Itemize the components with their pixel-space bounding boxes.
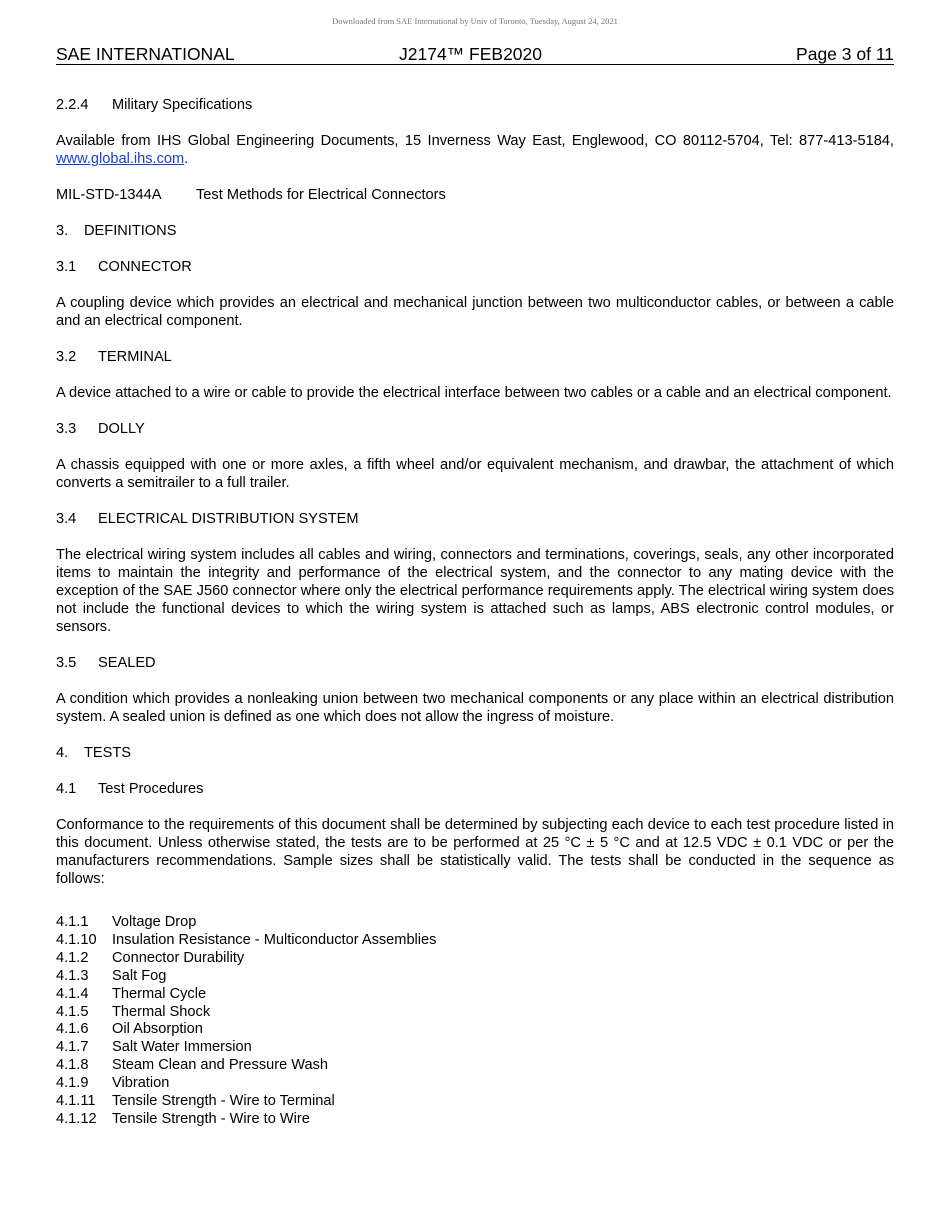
section-3-3-body: A chassis equipped with one or more axles, a fifth wheel and/or equivalent mechanism, and drawbar, the attachment of which converts a semitrailer to a full trailer. [56,457,894,491]
section-number: 2.2.4 [56,97,89,113]
section-title: Military Specifications [112,97,253,113]
test-title: Oil Absorption [112,1021,203,1038]
section-title: TESTS [84,745,132,761]
list-item [56,1057,894,1075]
section-title: DEFINITIONS [84,223,177,239]
list-item [56,932,894,950]
test-number: 4.1.4 [56,985,89,1002]
reference-code: MIL-STD-1344A [56,187,162,203]
reference-title: Test Methods for Electrical Connectors [196,187,446,203]
test-number: 4.1.6 [56,1021,89,1038]
section-title: TERMINAL [98,349,172,365]
test-title: Salt Water Immersion [112,1039,252,1056]
section-2-2-4-heading [56,96,894,114]
section-title: DOLLY [98,421,145,437]
ihs-website-link[interactable]: www.global.ihs.com [56,151,185,167]
test-title: Connector Durability [112,949,245,966]
page-body [56,96,894,1129]
section-4-heading [56,744,894,762]
test-number: 4.1.11 [56,1093,96,1110]
section-3-2-body: A device attached to a wire or cable to provide the electrical interface between two cables or a cable and an electrical component. [56,385,892,401]
section-title: ELECTRICAL DISTRIBUTION SYSTEM [98,511,359,527]
header-doc-id: J2174™ FEB2020 [399,44,543,64]
list-item [56,1021,894,1039]
test-title: Thermal Shock [112,1003,211,1020]
section-number: 4. [56,745,69,761]
list-item [56,986,894,1004]
test-title: Steam Clean and Pressure Wash [112,1057,329,1074]
section-number: 3.3 [56,421,77,437]
section-number: 4.1 [56,781,77,797]
list-item [56,1039,894,1057]
section-3-1-body: A coupling device which provides an electrical and mechanical junction between two multiconductor cables, or between a cable and an electrical component. [56,295,894,329]
test-number: 4.1.2 [56,949,89,966]
section-3-4-heading [56,510,894,528]
section-number: 3.1 [56,259,77,275]
section-3-5-heading [56,654,894,672]
test-number: 4.1.3 [56,967,89,984]
list-item [56,1093,894,1111]
section-3-3-heading [56,420,894,438]
test-title: Vibration [112,1075,170,1092]
section-3-2-heading [56,348,894,366]
section-number: 3. [56,223,69,239]
list-item [56,1004,894,1022]
section-3-1-heading [56,258,894,276]
section-4-1-body: Conformance to the requirements of this document shall be determined by subjecting each device to each test procedure listed in this document. Unless otherwise stated, the tests are to be performed at 25 °C ± 5 °C and at 12.5 VDC ± 0.1 VDC or per the manufacturers recommendations. Sample sizes shall be statistically valid. The tests shall be conducted in the sequence as follows: [56,817,894,887]
test-title: Tensile Strength - Wire to Wire [112,1110,310,1127]
section-number: 3.2 [56,349,77,365]
test-title: Insulation Resistance - Multiconductor Assemblies [112,931,437,948]
section-4-1-heading [56,780,894,798]
header-page-number: Page 3 of 11 [796,44,894,64]
test-title: Tensile Strength - Wire to Terminal [112,1093,335,1110]
mil-std-reference [56,186,894,204]
section-title: SEALED [98,655,156,671]
list-item [56,1111,894,1129]
list-item [56,1075,894,1093]
download-watermark: Downloaded from SAE International by Univ of Toronto, Tuesday, August 24, 2021 [332,16,618,26]
test-title: Voltage Drop [112,914,197,930]
test-number: 4.1.10 [56,931,97,948]
list-item [56,950,894,968]
test-title: Thermal Cycle [112,985,207,1002]
list-item [56,914,894,932]
section-3-heading [56,222,894,240]
section-number: 3.5 [56,655,77,671]
test-number: 4.1.12 [56,1110,97,1127]
section-title: CONNECTOR [98,259,192,275]
test-number: 4.1.5 [56,1003,89,1020]
test-number: 4.1.7 [56,1039,89,1056]
test-number: 4.1.9 [56,1075,89,1092]
test-title: Salt Fog [112,967,167,984]
section-3-4-body: The electrical wiring system includes all cables and wiring, connectors and terminations, coverings, seals, any other incorporated items to maintain the integrity and performance of the electrical system, and the connector to any mating device with the exception of the SAE J560 connector where only the electrical performance requirements apply. The electrical wiring system does not include the functional devices to which the wiring system is attached such as lamps, ABS electronic control modules, or sensors. [56,547,894,635]
test-sequence-list [56,914,894,1129]
section-title: Test Procedures [98,781,204,797]
test-number: 4.1.1 [56,914,89,930]
header-org: SAE INTERNATIONAL [56,44,235,64]
availability-paragraph [56,132,894,168]
list-item [56,968,894,986]
page-header [56,44,894,65]
section-3-5-body: A condition which provides a nonleaking union between two mechanical components or any place within an electrical distribution system. A sealed union is defined as one which does not allow the ingress of moisture. [56,691,894,725]
test-number: 4.1.8 [56,1057,89,1074]
section-number: 3.4 [56,511,77,527]
availability-text: Available from IHS Global Engineering Documents, 15 Inverness Way East, Englewood, CO 80112-5704, Tel: 877-413-5184, [56,133,894,149]
availability-end: . [184,151,189,167]
